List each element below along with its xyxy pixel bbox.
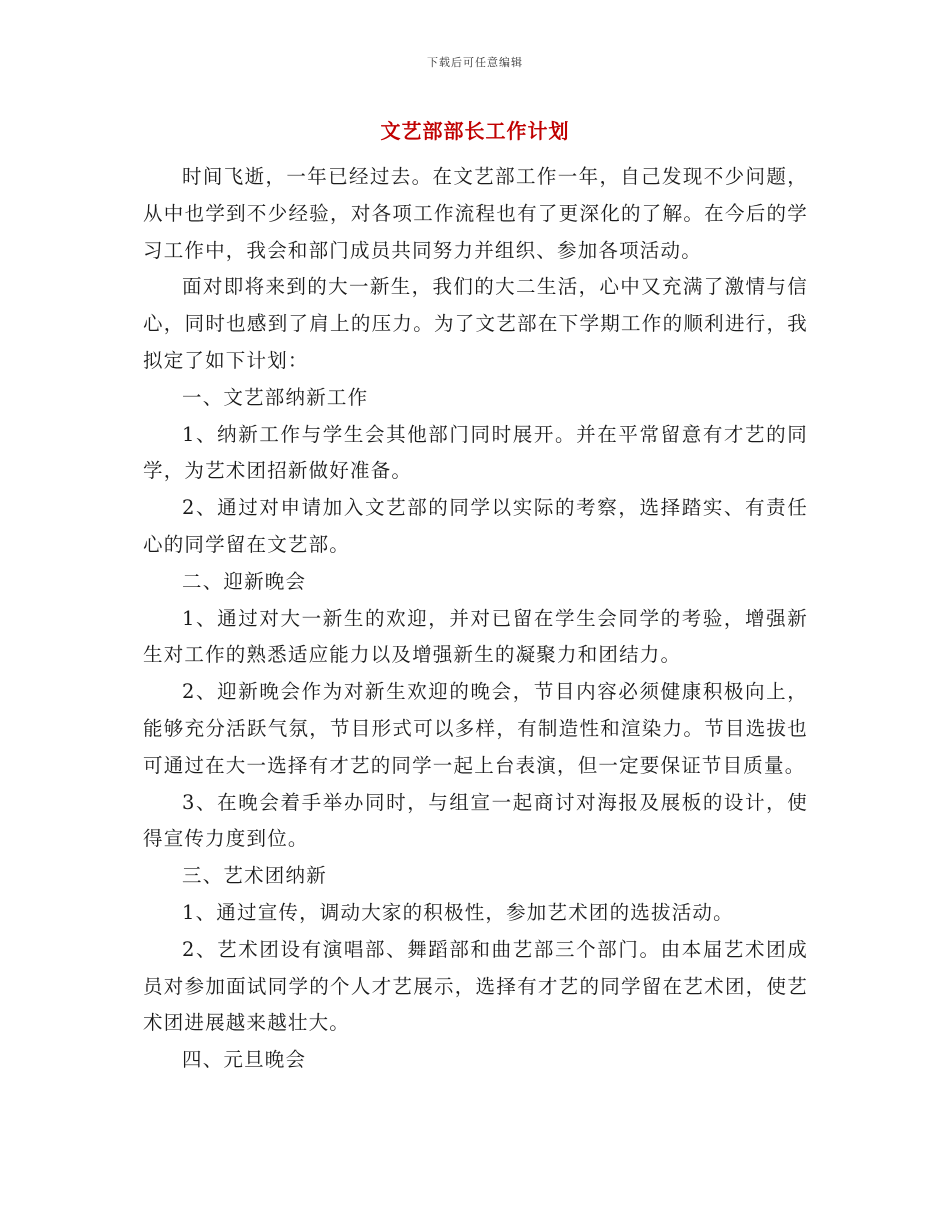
- document-title: 文艺部部长工作计划: [380, 119, 570, 143]
- section-heading-4: 四、元旦晚会: [182, 1048, 307, 1072]
- paragraph-intro-2: 面对即将来到的大一新生，我们的大二生活，心中又充满了激情与信心，同时也感到了肩上的压力。为了文艺部在下学期工作的顺利进行，我拟定了如下计划：: [143, 275, 808, 372]
- section-heading-1: 一、文艺部纳新工作: [182, 385, 369, 409]
- paragraph-intro-1: 时间飞逝，一年已经过去。在文艺部工作一年，自己发现不少问题，从中也学到不少经验，对各项工作流程也有了更深化的了解。在今后的学习工作中，我会和部门成员共同努力并组织、参加各项活动。: [143, 165, 808, 262]
- paragraph-3-1: 1、通过宣传，调动大家的积极性，参加艺术团的选拔活动。: [182, 900, 734, 924]
- paragraph-2-3: 3、在晚会着手举办同时，与组宣一起商讨对海报及展板的设计，使得宣传力度到位。: [143, 790, 808, 851]
- section-heading-3: 三、艺术团纳新: [182, 864, 327, 888]
- paragraph-2-1: 1、通过对大一新生的欢迎，并对已留在学生会同学的考验，增强新生对工作的熟悉适应能力以及增强新生的凝聚力和团结力。: [143, 606, 808, 667]
- document-body: [143, 159, 808, 1079]
- section-heading-2: 二、迎新晚会: [182, 569, 307, 593]
- paragraph-2-2: 2、迎新晚会作为对新生欢迎的晚会，节目内容必须健康积极向上，能够充分活跃气氛，节目形式可以多样，有制造性和渲染力。节目选拔也可通过在大一选择有才艺的同学一起上台表演，但一定要保证节目质量。: [143, 680, 808, 777]
- paragraph-1-2: 2、通过对申请加入文艺部的同学以实际的考察，选择踏实、有责任心的同学留在文艺部。: [143, 496, 808, 556]
- paragraph-1-1: 1、纳新工作与学生会其他部门同时展开。并在平常留意有才艺的同学，为艺术团招新做好准备。: [143, 422, 808, 483]
- header-note: 下载后可任意编辑: [427, 56, 523, 69]
- paragraph-3-2: 2、艺术团设有演唱部、舞蹈部和曲艺部三个部门。由本届艺术团成员对参加面试同学的个人才艺展示，选择有才艺的同学留在艺术团，使艺术团进展越来越壮大。: [143, 937, 808, 1035]
